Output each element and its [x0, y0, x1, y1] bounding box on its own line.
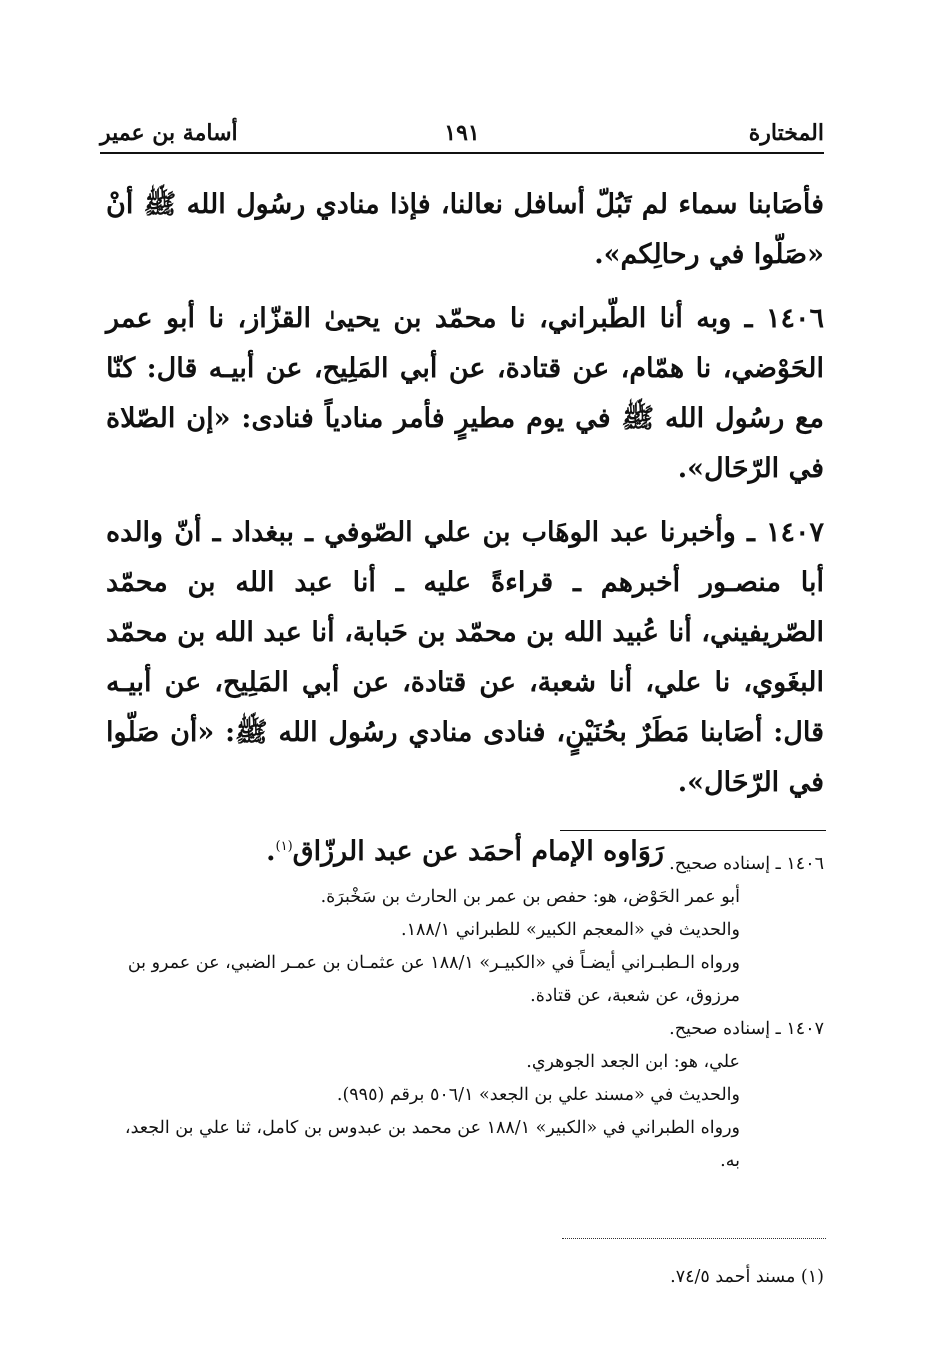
endnote: (١) مسند أحمد ٧٤/٥. [670, 1267, 824, 1287]
header-divider [100, 152, 824, 154]
footnote-line: والحديث في «مسند علي بن الجعد» ٥٠٦/١ برقم (٩٩٥). [336, 1085, 740, 1105]
footnote-marker: (١) [275, 839, 293, 854]
footnote-1406-head [106, 848, 824, 881]
footnote-number: ١٤٠٧ [786, 1019, 824, 1039]
footnote-heading: ـ إسناده صحيح. [669, 1019, 781, 1039]
paragraph-continuation: فأصَابنا سماء لم تَبُلّ أسافل نعالنا، فإذا منادي رسُول الله ﷺ أنْ «صَلّوا في رحالِكم». [106, 189, 824, 270]
footnote-line: ورواه الطبراني في «الكبير» ١٨٨/١ عن محمد بن عبدوس بن كامل، ثنا علي بن الجعد، به. [124, 1118, 740, 1171]
hadith-text: ـ وبه أنا الطّبراني، نا محمّد بن يحيىٰ القزّاز، نا أبو عمر الحَوْضي، نا همّام، عن قتادة، عن أبي المَلِيح، عن أبيـه قال: كنّا مع رسُول الله ﷺ في يوم مطيرٍ فأمر منادياً فنادى: «إن الصّلاة في الرّحَال». [106, 303, 824, 484]
footnote-number: ١٤٠٦ [786, 854, 824, 874]
footnote-line: ورواه الـطبـراني أيضـاً في «الكبيـر» ١٨٨/١ عن عثمـان بن عمـر الضبي، عن عمرو بن مرزوق، عن شعبة، عن قتادة. [127, 953, 740, 1006]
footnote-line: والحديث في «المعجم الكبير» للطبراني ١٨٨/١. [401, 920, 740, 940]
main-text [106, 180, 824, 891]
hadith-1406 [106, 294, 824, 494]
hadith-number: ١٤٠٦ [765, 303, 824, 334]
hadith-text: ـ وأخبرنا عبد الوهَاب بن علي الصّوفي ـ ببغداد ـ أنّ والده أبا منصـور أخبرهم ـ قراءةً عليه ـ أنا عبد الله بن محمّد الصّريفيني، أنا عُبيد الله بن محمّد بن حَبابة، أنا عبد الله بن محمّد البغَوي، نا علي، أنا شعبة، عن قتادة، عن أبي المَلِيح، عن أبيـه قال: أصَابنا مَطَرٌ بحُنَيْنٍ، فنادى منادي رسُول الله ﷺ: «أن صَلّوا في الرّحَال». [106, 517, 824, 798]
footnote-line: علي، هو: ابن الجعد الجوهري. [526, 1052, 740, 1072]
chapter-title: أسامة بن عمير [100, 120, 238, 146]
hadith-1407 [106, 508, 824, 808]
endnote-divider [562, 1238, 826, 1239]
hadith-number: ١٤٠٧ [766, 517, 825, 548]
footnote-heading: ـ إسناده صحيح. [669, 854, 781, 874]
narration-text: رَوَاوه الإمام أحمَد عن عبد الرزّاق [292, 836, 664, 867]
footnote-1407-head [106, 1013, 824, 1046]
page-number: ١٩١ [444, 120, 480, 146]
book-title: المختارة [748, 120, 824, 146]
footnotes [106, 848, 824, 1178]
page-header [100, 118, 824, 152]
footnote-line: أبو عمر الحَوْض، هو: حفص بن عمر بن الحارث بن سَخْبرَة. [320, 887, 740, 907]
narration-end: . [266, 836, 276, 867]
footnote-divider [560, 830, 826, 831]
